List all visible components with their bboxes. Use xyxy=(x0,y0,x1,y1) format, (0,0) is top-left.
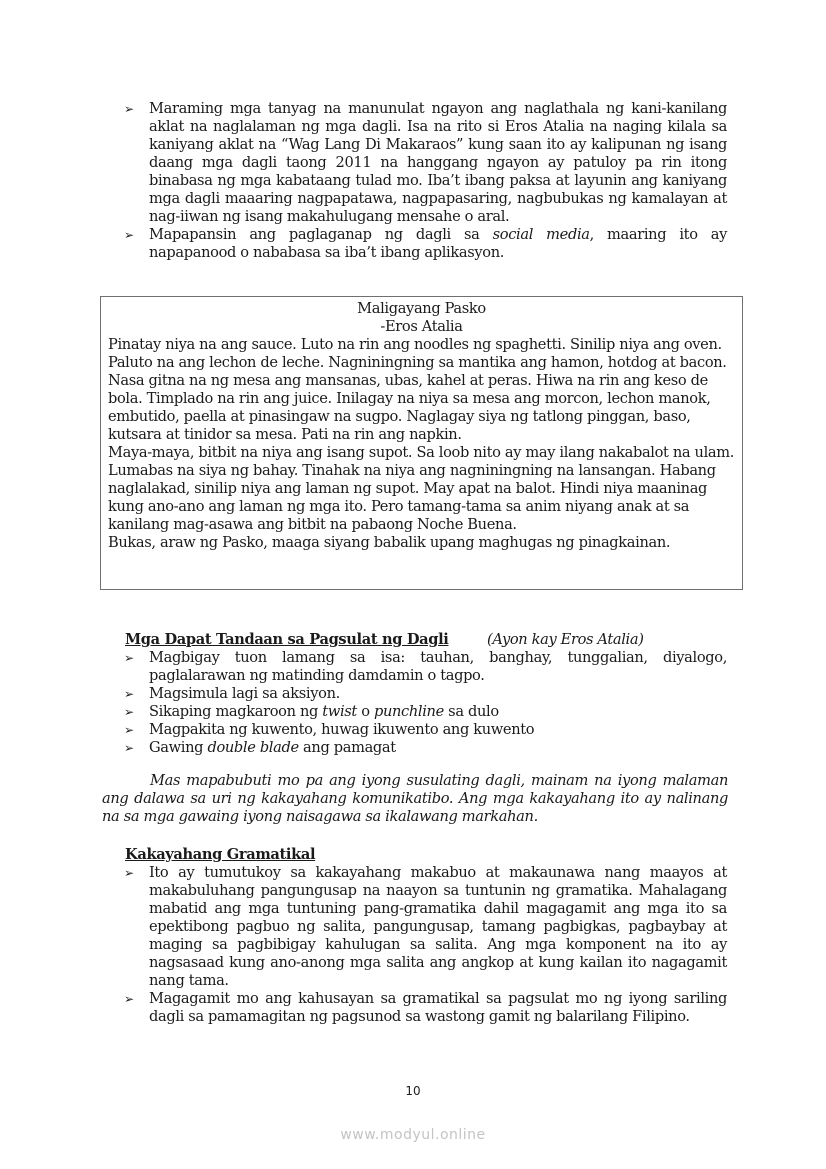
text: Gawing xyxy=(149,739,208,756)
story-paragraph: Pinatay niya na ang sauce. Luto na rin ang noodles ng spaghetti. Sinilip niya ang oven. Paluto na ang lechon de leche. Nagniningning sa mantika ang hamon, hotdog at bacon. Nasa gitna na ng mesa ang mansanas, ubas, kahel at peras. Hiwa na rin ang keso de bola. Timplado na rin ang juice. Inilagay na niya sa mesa ang morcon, lechon manok, embutido, paella at pinasingaw na sugpo. Naglagay siya ng tatlong pinggan, baso, kutsara at tinidor sa mesa. Pati na rin ang napkin. xyxy=(108,336,727,443)
arrow-bullet-icon: ➢ xyxy=(124,687,134,701)
text: , maaring ito ay napapanood o nababasa sa iba’t ibang aplikasyon. xyxy=(149,226,728,261)
text: Ito ay tumutukoy sa kakayahang makabuo at makaunawa nang maayos at makabuluhang pangungusap na naayon sa tuntunin ng gramatika. Mahalagang mabatid ang mga tuntuning pang-gramatika dahil magagamit ang mga ito sa epektibong pagbuo ng salita, pangungusap, tamang pagbigkas, pagbaybay at maging sa pagbibigay kahulugan sa salita. Ang mga komponent na ito ay nagsasaad kung ano-anong mga salita ang angkop at kung kailan ito nagagamit nang tama. xyxy=(149,864,727,989)
tips-heading xyxy=(125,631,448,649)
list-item xyxy=(124,739,727,757)
text: sa dulo xyxy=(443,703,499,720)
grammar-bullet-list xyxy=(124,864,727,1026)
text: Magbigay tuon lamang sa isa: tauhan, banghay, tunggalian, diyalogo, paglalarawan ng matinding damdamin o tagpo. xyxy=(149,649,727,684)
tips-heading-text: Mga Dapat Tandaan sa Pagsulat ng Dagli xyxy=(125,631,449,648)
arrow-bullet-icon: ➢ xyxy=(124,705,134,719)
list-item xyxy=(124,685,727,703)
story-author: -Eros Atalia xyxy=(380,318,463,335)
arrow-bullet-icon: ➢ xyxy=(124,723,134,737)
tips-heading-note: (Ayon kay Eros Atalia) xyxy=(487,631,644,648)
arrow-bullet-icon: ➢ xyxy=(124,651,134,665)
italic-text: social media xyxy=(492,226,590,243)
italic-paragraph: Mas mapabubuti mo pa ang iyong susulating dagli, mainam na iyong malaman ang dalawa sa uri ng kakayahang komunikatibo. Ang mga kakayahang ito ay nalinang na sa mga gawaing iyong naisagawa sa ikalawang markahan. xyxy=(102,772,728,825)
text: o xyxy=(356,703,374,720)
italic-text: punchline xyxy=(373,703,444,720)
text: Maraming mga tanyag na manunulat ngayon ang naglathala ng kani-kanilang aklat na naglalaman ng mga dagli. Isa na rito si Eros Atalia na naging kilala sa kaniyang aklat na “Wag Lang Di Makaraos” kung saan ito ay kalipunan ng isang daang mga dagli taong 2011 na hanggang ngayon ay patuloy pa rin itong binabasa ng mga kabataang tulad mo. Iba’t ibang paksa at layunin ang kaniyang mga dagli maaaring nagpapatawa, nagpapasaring, nagbubukas ng kamalayan at nag-iiwan ng isang makahulugang mensahe o aral. xyxy=(149,100,727,225)
grammar-heading: Kakayahang Gramatikal xyxy=(125,846,316,863)
story-box xyxy=(100,296,743,590)
list-item xyxy=(124,990,727,1026)
list-item xyxy=(124,100,727,226)
list-item xyxy=(124,226,727,262)
text: Magagamit mo ang kahusayan sa gramatikal sa pagsulat mo ng iyong sariling dagli sa pamamagitan ng pagsunod sa wastong gamit ng balarilang Filipino. xyxy=(149,990,727,1025)
italic-text: double blade xyxy=(207,739,299,756)
list-item xyxy=(124,864,727,990)
text: Mapapansin ang paglaganap ng dagli sa xyxy=(149,226,493,243)
intro-bullet-list xyxy=(124,100,727,262)
text: Magpakita ng kuwento, huwag ikuwento ang kuwento xyxy=(149,721,535,738)
text: Sikaping magkaroon ng xyxy=(149,703,323,720)
arrow-bullet-icon: ➢ xyxy=(124,866,134,880)
text: ang pamagat xyxy=(298,739,396,756)
tips-bullet-list xyxy=(124,649,727,757)
story-title: Maligayang Pasko xyxy=(357,300,486,317)
story-paragraph: Lumabas na siya ng bahay. Tinahak na niya ang nagniningning na lansangan. Habang naglalakad, sinilip niya ang laman ng supot. May apat na balot. Hindi niya maaninag kung ano-ano ang laman ng mga ito. Pero tamang-tama sa anim niyang anak at sa kanilang mag-asawa ang bitbit na pabaong Noche Buena. xyxy=(108,462,716,533)
arrow-bullet-icon: ➢ xyxy=(124,741,134,755)
story-body xyxy=(108,336,735,552)
arrow-bullet-icon: ➢ xyxy=(124,992,134,1006)
list-item xyxy=(124,649,727,685)
page-number: 10 xyxy=(405,1084,421,1098)
arrow-bullet-icon: ➢ xyxy=(124,228,134,242)
list-item xyxy=(124,703,727,721)
watermark-url: www.modyul.online xyxy=(340,1127,486,1143)
text: Magsimula lagi sa aksiyon. xyxy=(149,685,340,702)
list-item xyxy=(124,721,727,739)
arrow-bullet-icon: ➢ xyxy=(124,102,134,116)
story-paragraph: Bukas, araw ng Pasko, maaga siyang babalik upang maghugas ng pinagkainan. xyxy=(108,534,671,551)
italic-text: twist xyxy=(322,703,357,720)
story-paragraph: Maya-maya, bitbit na niya ang isang supot. Sa loob nito ay may ilang nakabalot na ulam. xyxy=(108,444,735,461)
